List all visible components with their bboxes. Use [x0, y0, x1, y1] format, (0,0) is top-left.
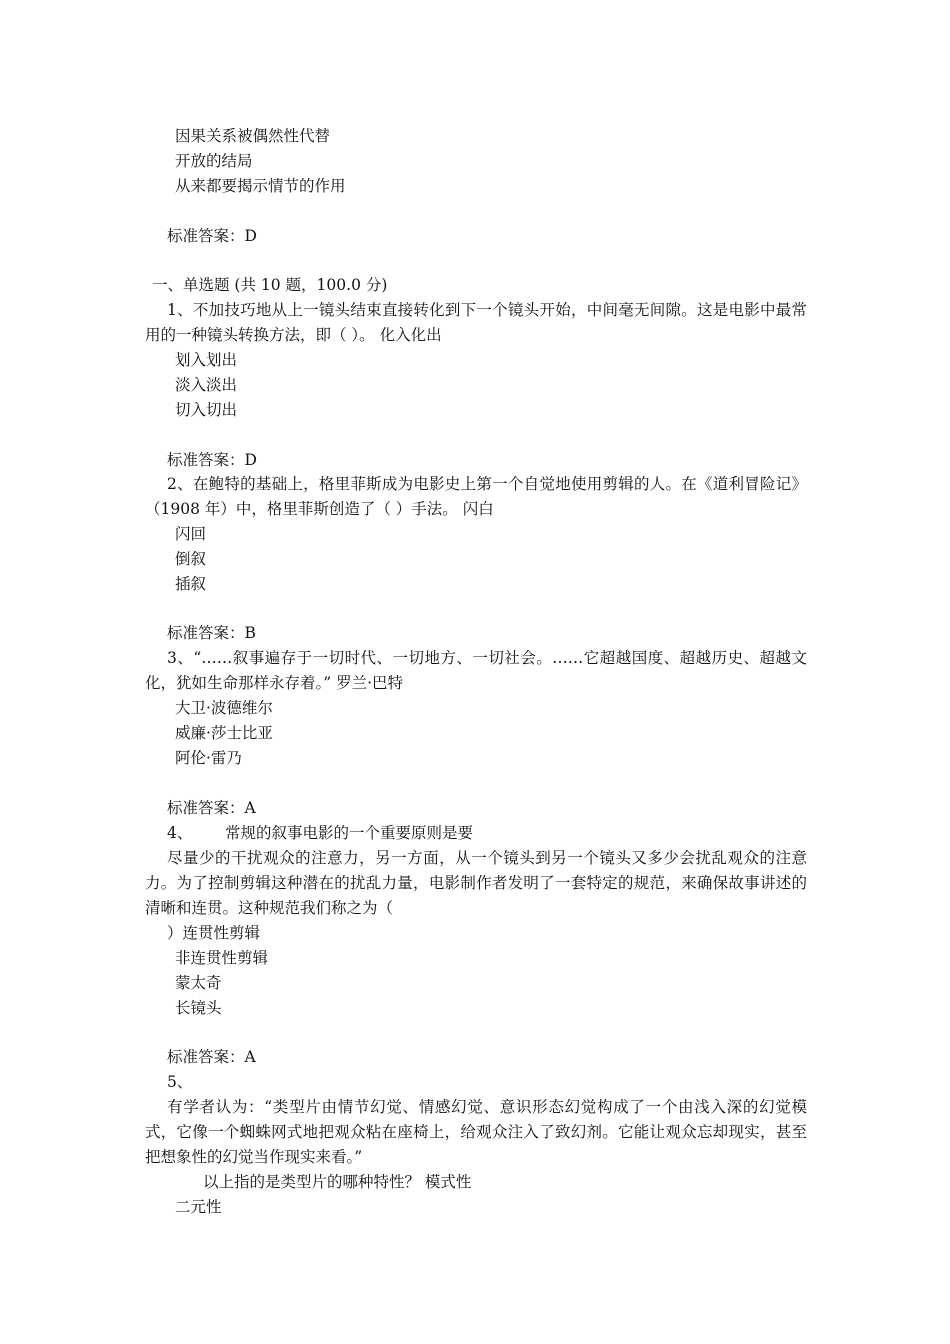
question-number: 4、 — [167, 824, 193, 842]
question-text: 2、在鲍特的基础上，格里菲斯成为电影史上第一个自觉地使用剪辑的人。在《道利冒险记》（1908 年）中，格里菲斯创造了（ ）手法。 闪白 — [145, 475, 807, 518]
option-line: 大卫·波德维尔 — [175, 699, 273, 717]
answer-line: 标准答案：D — [167, 451, 257, 469]
option-line: 蒙太奇 — [175, 974, 222, 992]
option-line: 长镜头 — [175, 999, 222, 1017]
option-line: 倒叙 — [175, 550, 207, 568]
answer-line: 标准答案：D — [167, 227, 257, 245]
option-line: 插叙 — [175, 575, 207, 593]
question-prompt: 以上指的是类型片的哪种特性？ 模式性 — [203, 1173, 472, 1191]
option-line: 非连贯性剪辑 — [175, 949, 269, 967]
option-line: 因果关系被偶然性代替 — [175, 127, 331, 145]
question-text: 尽量少的干扰观众的注意力，另一方面，从一个镜头到另一个镜头又多少会扰乱观众的注意力。为了控制剪辑这种潜在的扰乱力量，电影制作者发明了一套特定的规范，来确保故事讲述的清晰和连贯。这种规范我们称之为（ — [145, 849, 807, 917]
option-line: 二元性 — [175, 1198, 222, 1216]
question-text: 有学者认为：“类型片由情节幻觉、情感幻觉、意识形态幻觉构成了一个由浅入深的幻觉模式，它像一个蜘蛛网式地把观众粘在座椅上，给观众注入了致幻剂。它能让观众忘却现实，甚至把想象性的幻觉当作现实来看。” — [145, 1098, 807, 1166]
question-number: 5、 — [167, 1073, 193, 1091]
answer-line: 标准答案：B — [167, 624, 256, 642]
answer-line: 标准答案：A — [167, 799, 256, 817]
option-line: 淡入淡出 — [175, 376, 238, 394]
answer-line: 标准答案：A — [167, 1048, 256, 1066]
option-line: ）连贯性剪辑 — [167, 924, 261, 942]
option-line: 切入切出 — [175, 401, 238, 419]
question-text: 1、不加技巧地从上一镜头结束直接转化到下一个镜头开始，中间毫无间隙。这是电影中最常用的一种镜头转换方法，即（ ）。 化入化出 — [145, 301, 807, 344]
option-line: 阿伦·雷乃 — [175, 749, 242, 767]
option-line: 划入划出 — [175, 351, 238, 369]
option-line: 威廉·莎士比亚 — [175, 724, 273, 742]
question-text: 3、“……叙事遍存于一切时代、一切地方、一切社会。……它超越国度、超越历史、超越文化，犹如生命那样永存着。” 罗兰·巴特 — [145, 649, 807, 692]
option-line: 从来都要揭示情节的作用 — [175, 177, 346, 195]
question-intro: 常规的叙事电影的一个重要原则是要 — [225, 824, 474, 842]
section-heading: 一、单选题 (共 10 题，100.0 分) — [152, 276, 388, 294]
option-line: 开放的结局 — [175, 152, 253, 170]
option-line: 闪回 — [175, 525, 207, 543]
